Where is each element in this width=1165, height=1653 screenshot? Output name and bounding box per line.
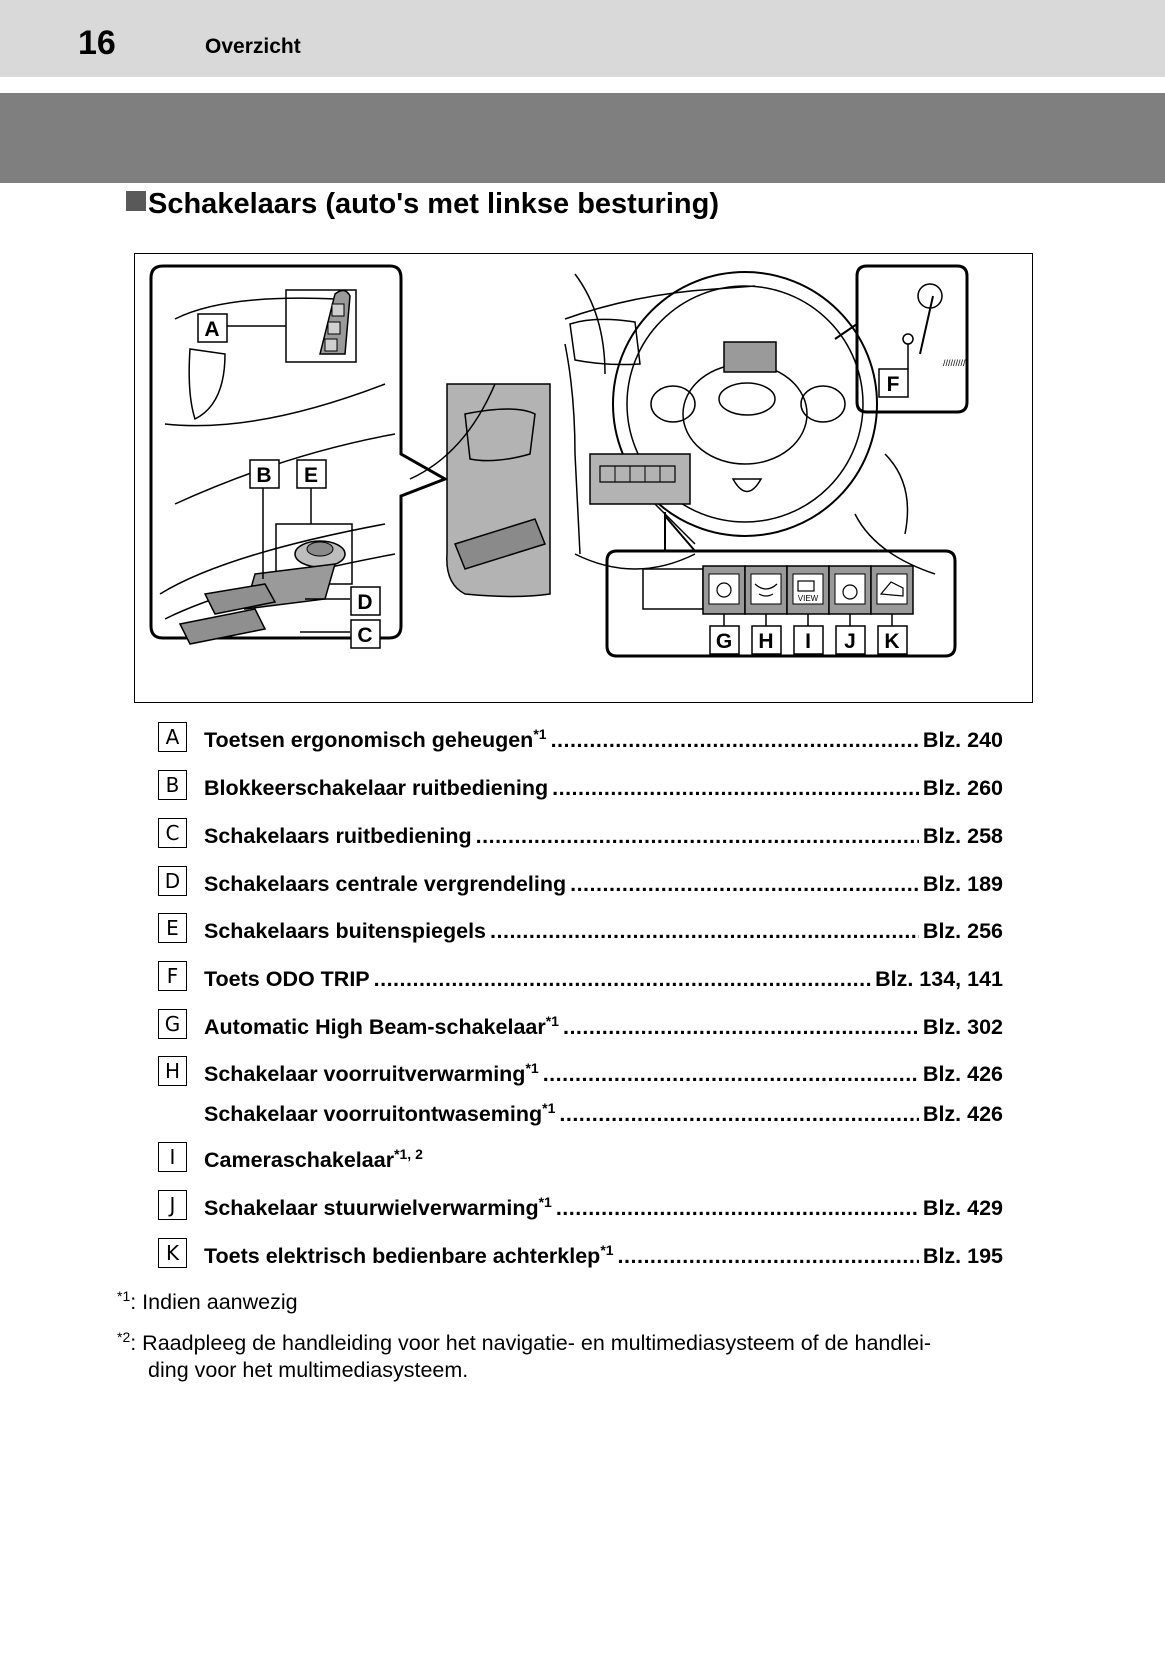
illustration-svg xyxy=(135,254,1032,702)
item-label: Schakelaars centrale vergrendeling xyxy=(204,872,567,897)
callout-i xyxy=(794,626,823,654)
item-footnote-mark: *1 xyxy=(525,1060,539,1076)
svg-text:B: B xyxy=(256,464,272,487)
callout-h xyxy=(752,626,781,654)
list-item xyxy=(158,1054,1003,1088)
section-title: Overzicht xyxy=(205,35,301,58)
callout-a xyxy=(198,314,227,342)
item-letter: I xyxy=(158,1142,187,1172)
list-item xyxy=(158,959,1003,993)
footnote-text: : Indien aanwezig xyxy=(130,1290,298,1315)
svg-text:D: D xyxy=(357,591,373,614)
item-footnote-mark: *1 xyxy=(542,1100,556,1116)
odo-trip-button xyxy=(903,334,913,344)
leader-dots xyxy=(543,1062,919,1087)
list-item xyxy=(158,1188,1003,1222)
item-letter: F xyxy=(158,961,187,991)
callout-f xyxy=(879,369,908,397)
list-item xyxy=(158,1007,1003,1041)
leader-dots xyxy=(552,776,919,801)
header-band xyxy=(0,93,1165,183)
svg-text:J: J xyxy=(844,630,856,653)
horn-pad xyxy=(724,342,776,372)
item-label: Toets ODO TRIP xyxy=(204,967,370,992)
svg-text:F: F xyxy=(886,373,900,396)
svg-text:I: I xyxy=(805,630,811,653)
item-label: Toets elektrisch bedienbare achterklep xyxy=(204,1244,601,1269)
list-item xyxy=(158,1094,1003,1128)
callout-e xyxy=(297,460,326,488)
callout-d xyxy=(351,587,380,615)
leader-dots xyxy=(374,967,871,992)
item-page-ref: Blz. 426 xyxy=(922,1062,1003,1087)
list-item xyxy=(158,816,1003,850)
list-item xyxy=(158,1140,1003,1174)
item-page-ref: Blz. 260 xyxy=(922,776,1003,801)
leader-dots xyxy=(570,872,919,897)
leader-dots xyxy=(476,824,919,849)
item-page-ref: Blz. 189 xyxy=(922,872,1003,897)
steering-hub xyxy=(683,364,807,464)
callout-g xyxy=(710,626,739,654)
svg-text:C: C xyxy=(357,624,373,647)
callout-b xyxy=(250,460,279,488)
item-footnote-mark: *1 xyxy=(538,1194,552,1210)
svg-text:E: E xyxy=(303,464,319,487)
section-heading xyxy=(126,188,719,221)
item-page-ref: Blz. 429 xyxy=(922,1196,1003,1221)
item-letter: D xyxy=(158,866,187,896)
item-footnote-mark: *1 xyxy=(545,1013,559,1029)
item-letter: C xyxy=(158,818,187,848)
item-letter: K xyxy=(158,1238,187,1268)
item-letter: G xyxy=(158,1009,187,1039)
list-item xyxy=(158,1236,1003,1270)
item-letter: A xyxy=(158,722,187,752)
item-label: Toetsen ergonomisch geheugen xyxy=(204,728,534,753)
page-number: 16 xyxy=(78,24,116,62)
item-page-ref: Blz. 195 xyxy=(922,1244,1003,1269)
view-label: VIEW xyxy=(797,594,819,603)
item-label: Schakelaar voorruitontwaseming xyxy=(204,1102,543,1127)
item-label: Automatic High Beam-schakelaar xyxy=(204,1015,546,1040)
footnote-mark: *1 xyxy=(117,1288,131,1304)
item-label: Cameraschakelaar xyxy=(204,1148,395,1173)
item-page-ref: Blz. 240 xyxy=(922,728,1003,753)
item-letter: E xyxy=(158,913,187,943)
leader-dots xyxy=(618,1244,919,1269)
page-header xyxy=(0,0,1165,77)
callout-j xyxy=(836,626,865,654)
leader-dots xyxy=(556,1196,919,1221)
item-letter: J xyxy=(158,1190,187,1220)
item-page-ref: Blz. 302 xyxy=(922,1015,1003,1040)
item-footnote-mark: *1 xyxy=(600,1242,614,1258)
heading-square-icon xyxy=(126,191,146,211)
odo-scale-label: ///////// xyxy=(943,358,966,368)
footnote-mark: *2 xyxy=(117,1329,131,1345)
svg-text:K: K xyxy=(884,630,900,653)
item-footnote-mark: *1 xyxy=(533,726,547,742)
leader-dots xyxy=(551,728,919,753)
item-label: Schakelaars ruitbediening xyxy=(204,824,472,849)
item-page-ref: Blz. 426 xyxy=(922,1102,1003,1127)
svg-text:A: A xyxy=(204,318,220,341)
item-page-ref: Blz. 258 xyxy=(922,824,1003,849)
svg-text:H: H xyxy=(758,630,774,653)
footnote-1 xyxy=(117,1280,298,1319)
footnote-text: : Raadpleeg de handleiding voor het navigatie- en multimediasysteem of de handlei- xyxy=(130,1331,932,1356)
item-page-ref: Blz. 134, 141 xyxy=(875,967,1003,992)
item-label: Schakelaar stuurwielverwarming xyxy=(204,1196,539,1221)
switches-illustration xyxy=(134,253,1033,703)
item-letter: B xyxy=(158,770,187,800)
callout-k xyxy=(878,626,907,654)
list-item xyxy=(158,864,1003,898)
dashboard-outline xyxy=(565,286,755,569)
footnote-text-continued: ding voor het multimediasysteem. xyxy=(148,1358,469,1382)
odo-inset-frame xyxy=(857,266,967,412)
list-item xyxy=(158,768,1003,802)
leader-dots xyxy=(559,1102,919,1127)
item-label: Blokkeerschakelaar ruitbediening xyxy=(204,776,549,801)
list-item xyxy=(158,720,1003,754)
svg-text:G: G xyxy=(715,630,733,653)
item-label: Schakelaar voorruitverwarming xyxy=(204,1062,526,1087)
item-page-ref: Blz. 256 xyxy=(922,919,1003,944)
callout-c xyxy=(351,620,380,648)
item-label: Schakelaars buitenspiegels xyxy=(204,919,487,944)
footnote-2-continued xyxy=(148,1354,468,1387)
item-footnote-mark: *1, 2 xyxy=(394,1146,423,1162)
item-letter: H xyxy=(158,1056,187,1086)
leader-dots xyxy=(563,1015,919,1040)
leader-dots xyxy=(490,919,919,944)
list-item xyxy=(158,911,1003,945)
heading-text: Schakelaars (auto's met linkse besturing) xyxy=(148,188,719,220)
